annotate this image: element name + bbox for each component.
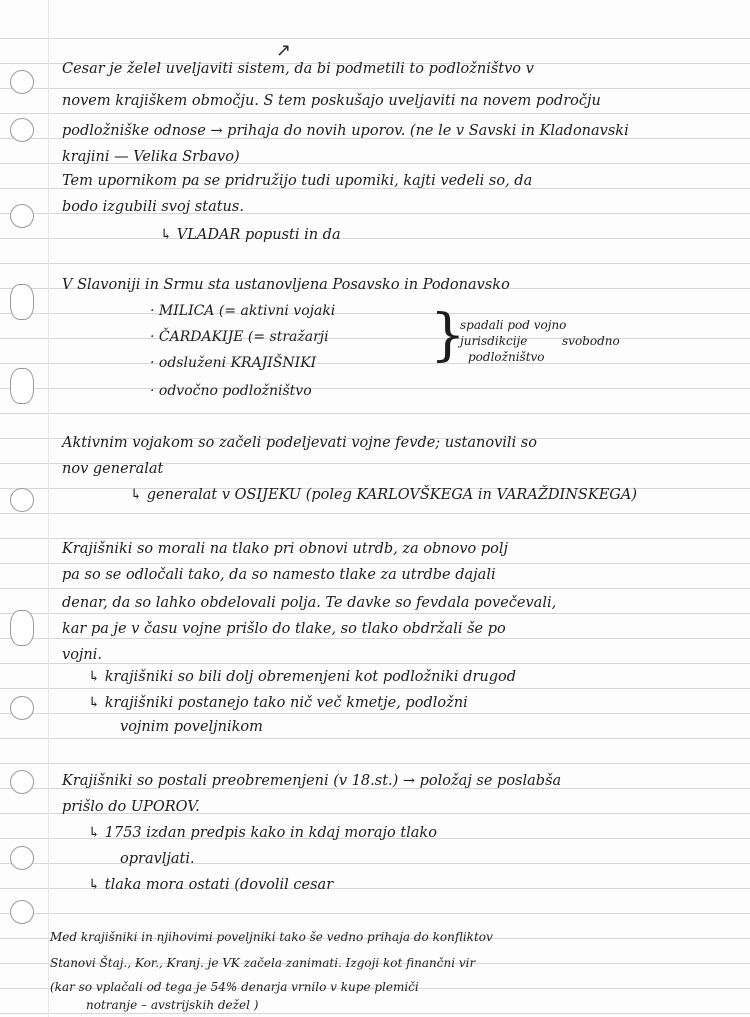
punch-hole (10, 770, 34, 794)
list-item: · MILICA (= aktivni vojaki (150, 303, 336, 319)
text-line: Cesar je želel uveljaviti sistem, da bi podmetili to podložništvo v (62, 61, 534, 77)
text-line: bodo izgubili svoj status. (62, 199, 244, 215)
text-line: Aktivnim vojakom so začeli podeljevati vojne fevde; ustanovili so (62, 435, 537, 451)
punch-hole (10, 284, 34, 320)
punch-hole (10, 368, 34, 404)
text-line: Med krajišniki in njihovimi poveljniki tako še vedno prihaja do konfliktov (50, 930, 493, 944)
text-line: nov generalat (62, 461, 164, 477)
text-line: (kar so vplačali od tega je 54% denarja vrnilo v kupe plemiči (50, 980, 419, 994)
curly-brace: } (430, 303, 466, 368)
text-line: vojnim poveljnikom (120, 719, 263, 735)
text-line: Krajišniki so postali preobremenjeni (v 18.st.) → položaj se poslabša (62, 773, 562, 789)
punch-hole (10, 900, 34, 924)
punch-hole (10, 488, 34, 512)
brace-note: jurisdikcije (460, 334, 528, 348)
punch-hole (10, 118, 34, 142)
text-line: ↳ krajišniki so bili dolj obremenjeni kot podložniki drugod (88, 669, 517, 685)
text-line: ↳ VLADAR popusti in da (160, 227, 341, 243)
punch-hole (10, 846, 34, 870)
text-line: ↳ tlaka mora ostati (dovolil cesar (88, 877, 334, 893)
list-item: · ČARDAKIJE (= stražarji (150, 329, 329, 345)
arrow-mark: ↗ (276, 40, 292, 61)
text-line: novem krajiškem območju. S tem poskušajo uveljaviti na novem področju (62, 93, 601, 109)
punch-hole (10, 610, 34, 646)
punch-hole (10, 70, 34, 94)
punch-hole (10, 696, 34, 720)
text-line: V Slavoniji in Srmu sta ustanovljena Posavsko in Podonavsko (62, 277, 510, 293)
text-line: Tem upornikom pa se pridružijo tudi upomiki, kajti vedeli so, da (62, 173, 533, 189)
list-item: · odsluženi KRAJIŠNIKI (150, 355, 317, 371)
text-line: Krajišniki so morali na tlako pri obnovi utrdb, za obnovo polj (62, 541, 509, 557)
list-item: · odvočno podložništvo (150, 383, 312, 399)
text-line: Stanovi Štaj., Kor., Kranj. je VK začela zanimati. Izgoji kot finančni vir (50, 956, 476, 970)
margin-line (48, 0, 49, 1017)
text-line: kar pa je v času vojne prišlo do tlake, so tlako obdržali še po (62, 621, 506, 637)
text-line: vojni. (62, 647, 103, 663)
text-line: prišlo do UPOROV. (62, 799, 200, 815)
text-line: ↳ krajišniki postanejo tako nič več kmetje, podložni (88, 695, 468, 711)
punch-hole (10, 204, 34, 228)
brace-note: podložništvo (468, 350, 545, 364)
text-line: ↳ generalat v OSIJEKU (poleg KARLOVŠKEGA in VARAŽDINSKEGA) (130, 487, 637, 503)
text-line: krajini — Velika Srbavo) (62, 149, 240, 165)
text-line: pa so se odločali tako, da so namesto tlake za utrdbe dajali (62, 567, 496, 583)
text-line: ↳ 1753 izdan predpis kako in kdaj morajo tlako (88, 825, 437, 841)
text-line: opravljati. (120, 851, 195, 867)
brace-note: spadali pod vojno (460, 318, 567, 332)
brace-note-side: svobodno (562, 334, 620, 348)
text-line: denar, da so lahko obdelovali polja. Te davke so fevdala povečevali, (62, 595, 557, 611)
text-line: podložniške odnose → prihaja do novih uporov. (ne le v Savski in Kladonavski (62, 123, 629, 139)
text-line: notranje – avstrijskih dežel ) (86, 998, 259, 1012)
